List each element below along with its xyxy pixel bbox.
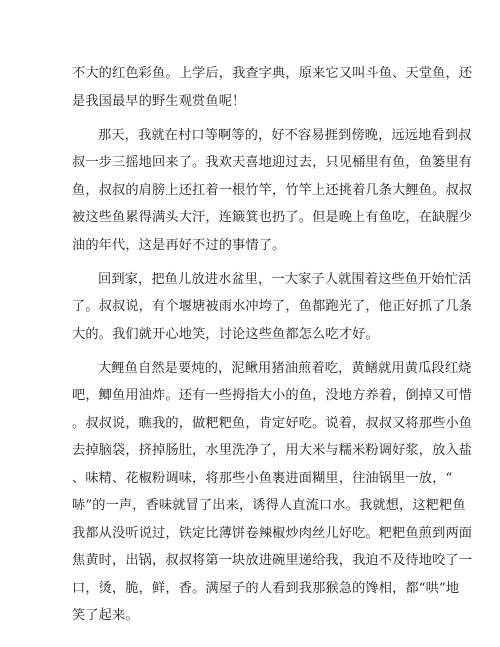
text-line: 我都从没听说过，铁定比薄饼卷辣椒炒肉丝儿好吃。粑粑鱼煎到两面 bbox=[72, 525, 473, 541]
text-line: 不大的红色彩鱼。上学后，我查字典，原来它又叫斗鱼、天堂鱼，还 bbox=[72, 66, 473, 81]
text-line: 笑了起来。 bbox=[72, 608, 139, 623]
text-line: 吧，鲫鱼用油炸。还有一些拇指大小的鱼，没地方养着，倒掉又可惜 bbox=[72, 388, 473, 403]
text-line: 回到家，把鱼儿放进水盆里，一大家子人就围着这些鱼开始忙活 bbox=[98, 271, 472, 287]
text-line: 哧”的一声，香味就冒了出来，诱得人直流口水。我就想，这粑粑鱼 bbox=[72, 498, 466, 513]
text-line: 鱼，叔叔的肩膀上还扛着一根竹竿，竹竿上还挑着几条大鲤鱼。叔叔 bbox=[72, 182, 473, 198]
text-line: 去掉脑袋，挤掉肠肚，水里洗净了，用大米与糯米粉调好浆，放入盐 bbox=[72, 443, 473, 458]
text-line: 油的年代，这是再好不过的事情了。 bbox=[72, 237, 286, 253]
text-line: 是我国最早的野生观赏鱼呢！ bbox=[72, 93, 246, 109]
text-line: 大鲤鱼自然是要炖的，泥鳅用猪油煎着吃，黄鳝就用黄瓜段红烧 bbox=[98, 360, 472, 376]
text-line: 。叔叔说，瞧我的，做粑粑鱼，肯定好吃。说着，叔叔又将那些小鱼 bbox=[72, 415, 473, 431]
text-line: 了。叔叔说，有个堰塘被雨水冲垮了，鱼都跑光了，他正好抓了几条 bbox=[72, 299, 473, 314]
text-line: 大的。我们就开心地笑，讨论这些鱼都怎么吃才好。 bbox=[72, 326, 379, 342]
text-line: 被这些鱼累得满头大汗，连簸箕也扔了。但是晚上有鱼吃，在缺腥少 bbox=[72, 210, 473, 225]
text-line: 叔一步三摇地回来了。我欢天喜地迎过去，只见桶里有鱼，鱼篓里有 bbox=[72, 155, 473, 170]
text-line: 焦黄时，出锅，叔叔将第一块放进碗里递给我，我迫不及待地咬了一 bbox=[72, 553, 473, 568]
text-line: 口，烫，脆，鲜，香。满屋子的人看到我那猴急的馋相，都“哄”地 bbox=[72, 580, 460, 596]
document-body bbox=[72, 60, 473, 630]
text-line: 、味精、花椒粉调味，将那些小鱼裹进面糊里，往油锅里一放，“ bbox=[72, 470, 453, 486]
text-line: 那天，我就在村口等啊等的，好不容易捱到傍晚，远远地看到叔 bbox=[98, 127, 472, 143]
